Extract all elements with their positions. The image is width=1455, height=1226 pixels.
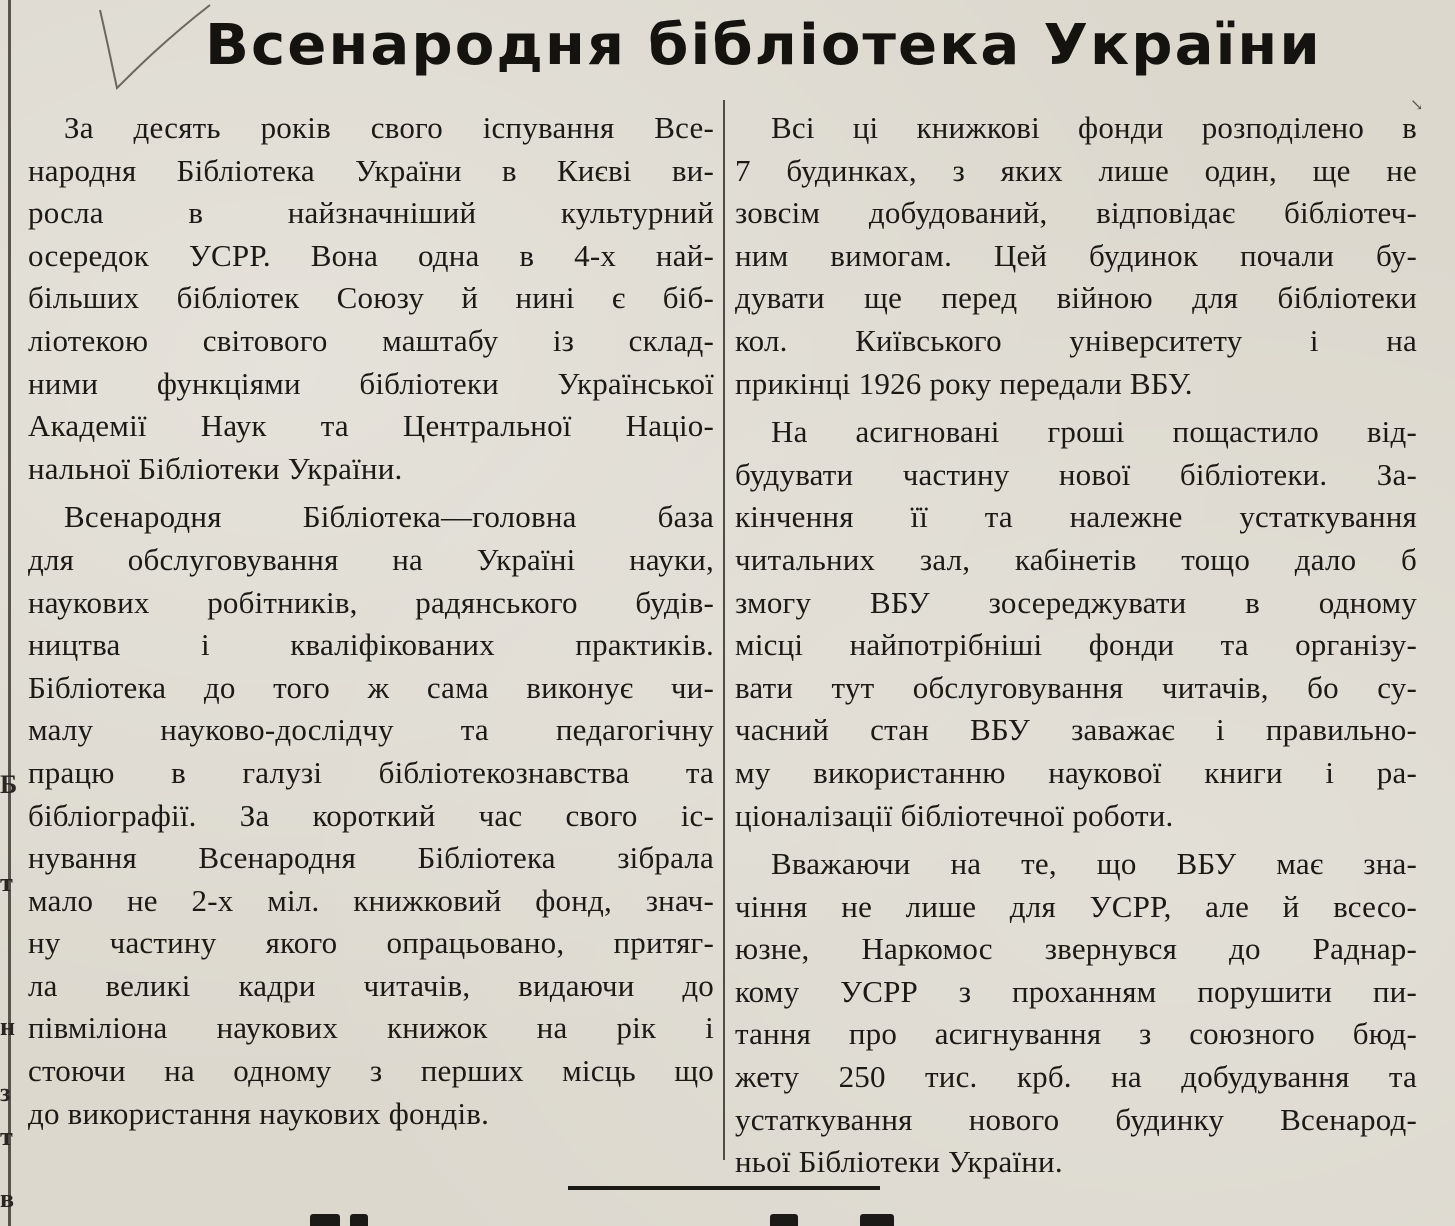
text-line: нальної Бібліотеки України.: [28, 450, 403, 486]
text-line: працю в галузі бібліотекознавства та: [28, 754, 714, 790]
text-line: кінчення її та належне устаткування: [735, 499, 1417, 535]
left-margin-fragments: [0, 0, 18, 1226]
text-line: Бібліотека до того ж сама виконує чи-: [28, 669, 714, 705]
text-line: осередок УСРР. Вона одна в 4-х най-: [28, 237, 714, 273]
margin-fragment: Б: [0, 770, 18, 799]
text-line: кол. Київського університету і на: [735, 322, 1417, 358]
margin-fragment: н: [0, 1012, 15, 1041]
text-line: ним вимогам. Цей будинок почали бу-: [735, 237, 1417, 273]
text-line: ництва і кваліфікованих практиків.: [28, 627, 714, 663]
text-line: більших бібліотек Союзу й нині є біб-: [28, 280, 714, 316]
text-line: му використанню наукової книги і ра-: [735, 754, 1417, 790]
text-line: ну частину якого опрацьовано, притяг-: [28, 925, 714, 961]
text-line: зовсім добудований, відповідає бібліотеч-: [735, 195, 1417, 231]
text-line: будувати частину нової бібліотеки. За-: [735, 456, 1417, 492]
text-line: змогу ВБУ зосереджувати в одному: [735, 584, 1417, 620]
text-line: устаткування нового будинку Всенарод-: [735, 1101, 1417, 1137]
text-line: 7 будинках, з яких лише один, ще не: [735, 152, 1417, 188]
text-line: Всі ці книжкові фонди розподілено в: [771, 110, 1417, 145]
text-line: мало не 2-х міл. книжковий фонд, знач-: [28, 882, 714, 918]
left-column: [28, 107, 714, 1135]
margin-fragment: з: [0, 1078, 11, 1107]
text-line: вати тут обслуговування читачів, бо су-: [735, 669, 1417, 705]
text-line: бібліографії. За короткий час свого іс-: [28, 797, 714, 833]
pencil-mark-icon: [95, 0, 215, 95]
text-line: наукових робітників, радянського будів-: [28, 584, 714, 620]
text-line: тання про асигнування з союзного бюд-: [735, 1016, 1417, 1052]
text-line: ла великі кадри читачів, видаючи до: [28, 967, 714, 1003]
margin-fragment: т: [0, 868, 13, 897]
text-line: стоючи на одному з перших місць що: [28, 1053, 714, 1089]
text-line: На асигновані гроші пощастило від-: [771, 414, 1417, 450]
text-line: ціоналізації бібліотечної роботи.: [735, 797, 1174, 833]
text-line: до використання наукових фондів.: [28, 1095, 490, 1131]
text-line: місці найпотрібніші фонди та організу-: [735, 627, 1417, 663]
headline: Всенародня бібліотека України: [205, 13, 1322, 78]
text-line: чіння не лише для УСРР, але й всесо-: [735, 888, 1417, 924]
next-headline-fragment: [300, 1214, 1300, 1226]
text-line: часний стан ВБУ заважає і правильно-: [735, 712, 1417, 748]
text-line: ньої Бібліотеки України.: [735, 1144, 1063, 1180]
right-column: [735, 107, 1417, 1184]
margin-fragment: т: [0, 1122, 13, 1151]
margin-fragment: в: [0, 1184, 15, 1213]
text-line: Вважаючи на те, що ВБУ має зна-: [771, 846, 1417, 882]
article-end-rule: [568, 1186, 880, 1190]
text-line: малу науково-дослідчу та педагогічну: [28, 712, 714, 748]
text-line: Всенародня Бібліотека—головна база: [64, 499, 714, 535]
column-divider: [723, 100, 725, 1160]
margin-mark: ↘: [1410, 97, 1424, 114]
text-line: ліотекою світового маштабу із склад-: [28, 322, 714, 358]
text-line: кому УСРР з проханням порушити пи-: [735, 973, 1417, 1009]
text-line: Академії Наук та Центральної Націо-: [28, 408, 714, 444]
text-line: росла в найзначніший культурний: [28, 195, 714, 231]
text-line: дувати ще перед війною для бібліотеки: [735, 280, 1417, 316]
text-line: жету 250 тис. крб. на добудування та: [735, 1059, 1417, 1095]
text-line: для обслуговування на Україні науки,: [28, 541, 714, 577]
text-line: За десять років свого іспування Все-: [64, 110, 714, 145]
text-line: півміліона наукових книжок на рік і: [28, 1010, 714, 1046]
text-line: прикінці 1926 року передали ВБУ.: [735, 365, 1193, 401]
text-line: ними функціями бібліотеки Української: [28, 365, 714, 401]
text-line: нування Всенародня Бібліотека зібрала: [28, 840, 714, 876]
text-line: читальних зал, кабінетів тощо дало б: [735, 541, 1417, 577]
text-line: юзне, Наркомос звернувся до Раднар-: [735, 931, 1417, 967]
text-line: народня Бібліотека України в Києві ви-: [28, 152, 714, 188]
